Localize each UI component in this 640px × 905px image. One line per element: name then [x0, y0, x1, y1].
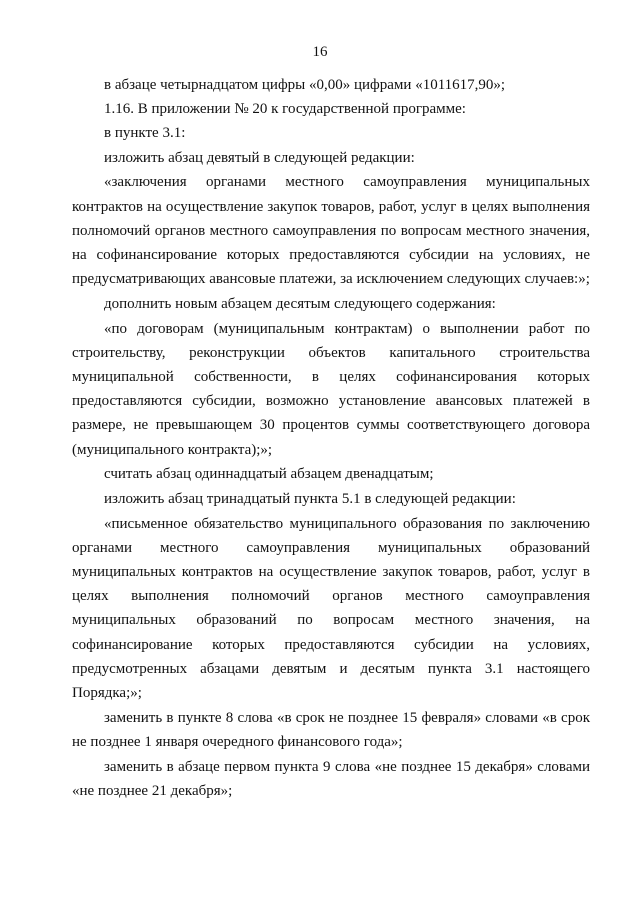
paragraph: заменить в пункте 8 слова «в срок не позднее 15 февраля» словами «в срок не позднее 1 января очередного финансового года»; — [72, 709, 590, 750]
paragraph: 1.16. В приложении № 20 к государственной программе: — [104, 101, 466, 118]
paragraph: заменить в абзаце первом пункта 9 слова «не позднее 15 декабря» словами «не позднее 21 декабря»; — [72, 758, 590, 799]
paragraph: «заключения органами местного самоуправления муниципальных контрактов на осуществление закупок товаров, работ, услуг в целях выполнения полномочий органов местного самоуправления по вопросам местного значения, на софинансирование которых предоставляются субсидии на условиях, не предусматривающих авансовые платежи, за исключением следующих случаев:»; — [72, 174, 590, 288]
paragraph: в абзаце четырнадцатом цифры «0,00» цифрами «1011617,90»; — [104, 77, 506, 93]
paragraph: изложить абзац тринадцатый пункта 5.1 в следующей редакции: — [104, 490, 516, 507]
paragraph: «письменное обязательство муниципального образования по заключению органами местного самоуправления муниципальных образований муниципальных контрактов на осуществление закупок товаров, работ, услуг в целях выполнения полномочий органов местного самоуправления муниципальных образований по вопросам местного значения, на софинансирование которых предоставляются субсидии на условиях, предусмотренных абзацами девятым и десятым пункта 3.1 настоящего Порядка;»; — [72, 515, 590, 702]
paragraph: в пункте 3.1: — [104, 125, 186, 142]
paragraph: считать абзац одиннадцатый абзацем двенадцатым; — [104, 466, 434, 483]
paragraph: дополнить новым абзацем десятым следующего содержания: — [104, 295, 496, 312]
page-number: 16 — [312, 44, 328, 60]
paragraph: изложить абзац девятый в следующей редакции: — [104, 149, 415, 166]
document-body — [72, 73, 590, 803]
paragraph: «по договорам (муниципальным контрактам) о выполнении работ по строительству, реконструкции объектов капитального строительства муниципальной собственности, в целях софинансирования которых предоставляются субсидии, возможно установление авансовых платежей в размере, не превышающем 30 процентов суммы соответствующего договора (муниципального контракта);»; — [72, 320, 590, 458]
